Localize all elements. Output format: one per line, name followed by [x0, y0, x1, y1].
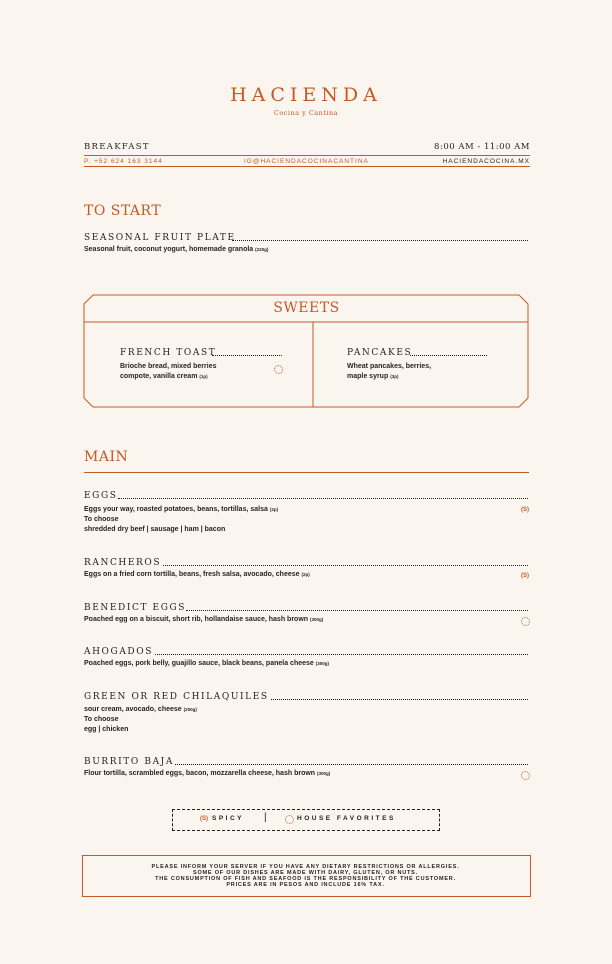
item-name: EGGS — [84, 491, 118, 501]
menu-name: BREAKFAST — [84, 142, 150, 152]
main-divider — [84, 472, 529, 473]
dot-leader — [212, 355, 282, 356]
item-description: Wheat pancakes, berries, maple syrup (3p) — [347, 363, 432, 380]
house-favorite-icon — [274, 365, 283, 374]
house-favorite-icon — [285, 815, 294, 824]
house-favorite-icon — [521, 771, 530, 780]
header-divider — [84, 155, 530, 156]
item-name: BURRITO BAJA — [84, 757, 174, 767]
spicy-icon: (S) — [521, 573, 529, 579]
item-description: Eggs on a fried corn tortilla, beans, fresh salsa, avocado, cheese (2p) — [84, 571, 310, 578]
notice-line: THE CONSUMPTION OF FISH AND SEAFOOD IS THE RESPONSIBILITY OF THE CUSTOMER. — [155, 876, 456, 882]
legend-separator: | — [264, 812, 267, 823]
dot-leader — [118, 498, 528, 499]
item-description: Poached eggs, pork belly, guajillo sauce, black beans, panela cheese (300g) — [84, 660, 330, 667]
dot-leader — [163, 565, 528, 566]
spicy-icon: (S) — [521, 507, 529, 513]
legend-favorites-label: HOUSE FAVORITES — [297, 815, 396, 822]
item-name: SEASONAL FRUIT PLATE — [84, 233, 236, 243]
item-description: Brioche bread, mixed berries compote, vanilla cream (1p) — [120, 363, 217, 380]
item-name: PANCAKES — [347, 348, 413, 358]
section-title-main: MAIN — [84, 449, 129, 465]
restaurant-logo: HACIENDA — [230, 84, 382, 106]
dot-leader — [232, 240, 528, 241]
restaurant-tagline: Cocina y Cantina — [273, 109, 339, 117]
item-description: Poached egg on a biscuit, short rib, hollandaise sauce, hash brown (300g) — [84, 616, 324, 623]
notice-line: PRICES ARE IN PESOS AND INCLUDE 16% TAX. — [226, 882, 385, 888]
item-name: FRENCH TOAST — [120, 348, 217, 358]
item-description: Eggs your way, roasted potatoes, beans, tortillas, salsa (2p) To choose shredded dry beef | sausage | ham | bacon — [84, 506, 279, 533]
notice-line: PLEASE INFORM YOUR SERVER IF YOU HAVE ANY DIETARY RESTRICTIONS OR ALLERGIES. — [151, 864, 460, 870]
dot-leader — [271, 699, 528, 700]
phone-number[interactable]: P. +52 624 163 3144 — [84, 158, 163, 165]
menu-hours: 8:00 AM - 11:00 AM — [434, 142, 530, 152]
item-name: RANCHEROS — [84, 558, 162, 568]
item-description: Seasonal fruit, coconut yogurt, homemade granola (220g) — [84, 246, 269, 253]
dot-leader — [175, 764, 528, 765]
header-divider-bottom — [84, 166, 530, 167]
house-favorite-icon — [521, 617, 530, 626]
spicy-icon: (S) — [200, 816, 208, 822]
instagram-handle[interactable]: IG@HACIENDACOCINACANTINA — [244, 158, 369, 165]
item-name: GREEN OR RED CHILAQUILES — [84, 692, 269, 702]
dot-leader — [410, 355, 487, 356]
item-description: Flour tortilla, scrambled eggs, bacon, mozzarella cheese, hash brown (300g) — [84, 770, 331, 777]
dot-leader — [186, 610, 528, 611]
item-name: AHOGADOS — [84, 647, 153, 657]
website-link[interactable]: HACIENDACOCINA.MX — [442, 158, 530, 165]
section-title-to-start: TO START — [84, 203, 162, 219]
dot-leader — [155, 654, 528, 655]
notice-line: SOME OF OUR DISHES ARE MADE WITH DAIRY, GLUTEN, OR NUTS. — [193, 870, 418, 876]
section-title-sweets: SWEETS — [273, 300, 340, 316]
legend-spicy-label: SPICY — [212, 815, 245, 822]
item-name: BENEDICT EGGS — [84, 603, 187, 613]
item-description: sour cream, avocado, cheese (200g) To choose egg | chicken — [84, 706, 197, 733]
